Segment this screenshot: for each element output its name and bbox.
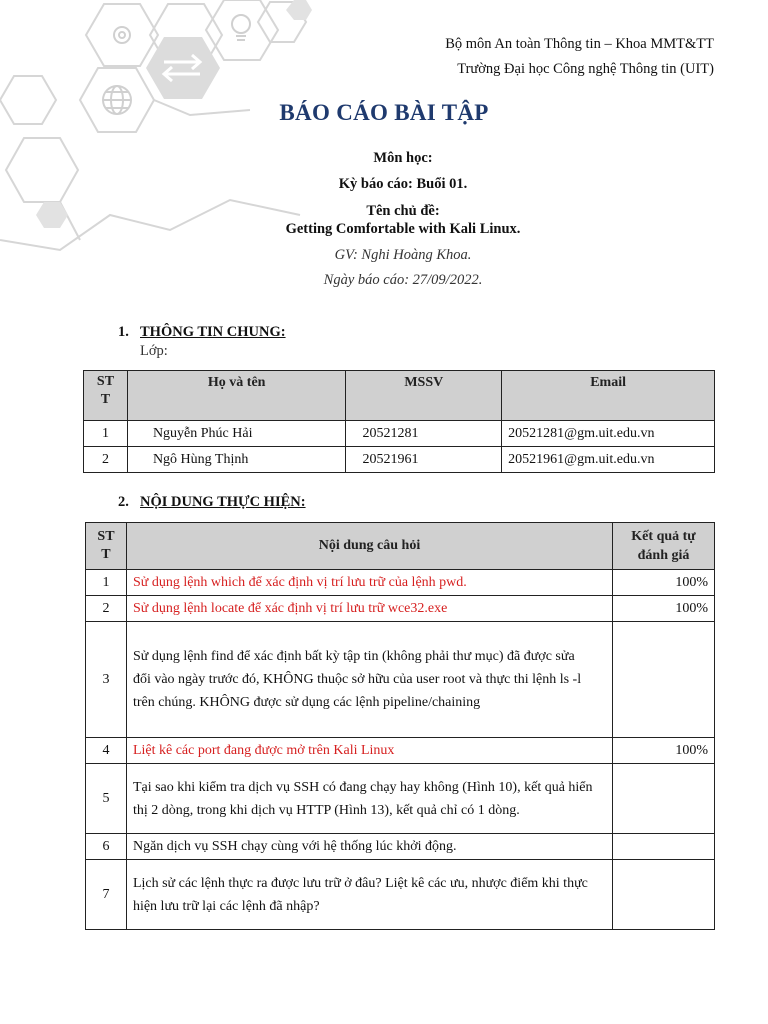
task-question <box>126 764 612 834</box>
student-stt: 2 <box>84 447 128 473</box>
section-number: 2. <box>118 494 129 510</box>
task-question <box>126 834 612 860</box>
task-stt: 5 <box>86 764 127 834</box>
task-result <box>613 860 715 930</box>
university-line: Trường Đại học Công nghệ Thông tin (UIT) <box>457 61 714 77</box>
table-header-row <box>86 523 715 570</box>
task-question-line: Liệt kê các port đang được mở trên Kali Linux <box>132 743 395 758</box>
period-line: Kỳ báo cáo: Buổi 01. <box>338 176 468 192</box>
task-question <box>126 622 612 738</box>
task-question-line: Ngăn dịch vụ SSH chạy cùng với hệ thống lúc khởi động. <box>132 839 457 854</box>
task-question <box>126 860 612 930</box>
task-result <box>613 764 715 834</box>
header-mssv: MSSV <box>346 371 502 421</box>
task-question-line: Sử dụng lệnh locate để xác định vị trí lưu trữ wce32.exe <box>132 601 448 616</box>
section-label: NỘI DUNG THỰC HIỆN: <box>140 494 306 510</box>
task-question <box>126 738 612 764</box>
student-stt: 1 <box>84 421 128 447</box>
task-stt: 6 <box>86 834 127 860</box>
table-row <box>84 447 715 473</box>
task-stt: 7 <box>86 860 127 930</box>
task-stt: 1 <box>86 570 127 596</box>
report-title: BÁO CÁO BÀI TẬP <box>279 100 489 125</box>
hexagon-decoration <box>0 0 320 280</box>
student-name: Ngô Hùng Thịnh <box>127 447 346 473</box>
task-question <box>126 570 612 596</box>
header <box>445 32 714 82</box>
tasks-table <box>85 522 715 930</box>
task-stt: 2 <box>86 596 127 622</box>
header-name: Họ và tên <box>127 371 346 421</box>
table-row <box>86 622 715 738</box>
task-stt: 4 <box>86 738 127 764</box>
task-question-line: Sử dụng lệnh which để xác định vị trí lưu trữ của lệnh pwd. <box>132 575 467 590</box>
header-result: Kết quả tự đánh giá <box>613 523 715 570</box>
department-line: Bộ môn An toàn Thông tin – Khoa MMT&TT <box>445 36 714 52</box>
student-mssv: 20521961 <box>346 447 502 473</box>
task-question-line: hiện lưu trữ lại các lệnh đã nhập? <box>132 898 320 914</box>
table-row <box>86 764 715 834</box>
student-name: Nguyễn Phúc Hải <box>127 421 346 447</box>
students-table <box>83 370 715 473</box>
task-result: 100% <box>613 596 715 622</box>
table-row <box>86 860 715 930</box>
table-row <box>86 834 715 860</box>
subject-line: Môn học: <box>373 150 433 166</box>
student-email: 20521961@gm.uit.edu.vn <box>502 447 715 473</box>
task-stt: 3 <box>86 622 127 738</box>
table-row <box>86 738 715 764</box>
task-question-line: Sử dụng lệnh find để xác định bất kỳ tập tin (không phải thư mục) đã được sửa <box>132 649 575 664</box>
gear-icon <box>114 27 130 43</box>
task-result <box>613 622 715 738</box>
header-stt: ST T <box>84 371 128 421</box>
section-number: 1. <box>118 324 129 340</box>
task-question-line: đổi vào ngày trước đó, KHÔNG thuộc sở hữu của user root và thực thi lệnh ls -l <box>132 672 582 687</box>
task-question-line: Tại sao khi kiểm tra dịch vụ SSH có đang chạy hay không (Hình 10), kết quả hiển <box>132 779 593 795</box>
lightbulb-icon <box>232 15 250 40</box>
class-label: Lớp: <box>140 343 168 359</box>
topic-label: Tên chủ đề: <box>366 203 440 219</box>
table-row <box>84 421 715 447</box>
table-row <box>86 596 715 622</box>
section-content <box>118 494 306 511</box>
table-row <box>86 570 715 596</box>
task-question <box>126 596 612 622</box>
task-result <box>613 834 715 860</box>
task-question-line: thị 2 dòng, trong khi dịch vụ HTTP (Hình 13), kết quả chỉ có 1 dòng. <box>132 802 520 818</box>
header-question: Nội dung câu hỏi <box>126 523 612 570</box>
section-label: THÔNG TIN CHUNG: <box>140 324 286 340</box>
teacher-line: GV: Nghi Hoàng Khoa. <box>334 247 472 263</box>
task-question-line: trên chúng. KHÔNG được sử dụng các lệnh pipeline/chaining <box>132 695 481 710</box>
student-mssv: 20521281 <box>346 421 502 447</box>
task-result: 100% <box>613 570 715 596</box>
topic-line: Getting Comfortable with Kali Linux. <box>285 221 521 237</box>
table-header-row <box>84 371 715 421</box>
task-result: 100% <box>613 738 715 764</box>
section-general-info <box>118 324 286 341</box>
report-date: Ngày báo cáo: 27/09/2022. <box>323 272 483 288</box>
student-email: 20521281@gm.uit.edu.vn <box>502 421 715 447</box>
header-stt: ST T <box>86 523 127 570</box>
header-email: Email <box>502 371 715 421</box>
task-question-line: Lịch sử các lệnh thực ra được lưu trữ ở đâu? Liệt kê các ưu, nhược điểm khi thực <box>132 875 588 891</box>
